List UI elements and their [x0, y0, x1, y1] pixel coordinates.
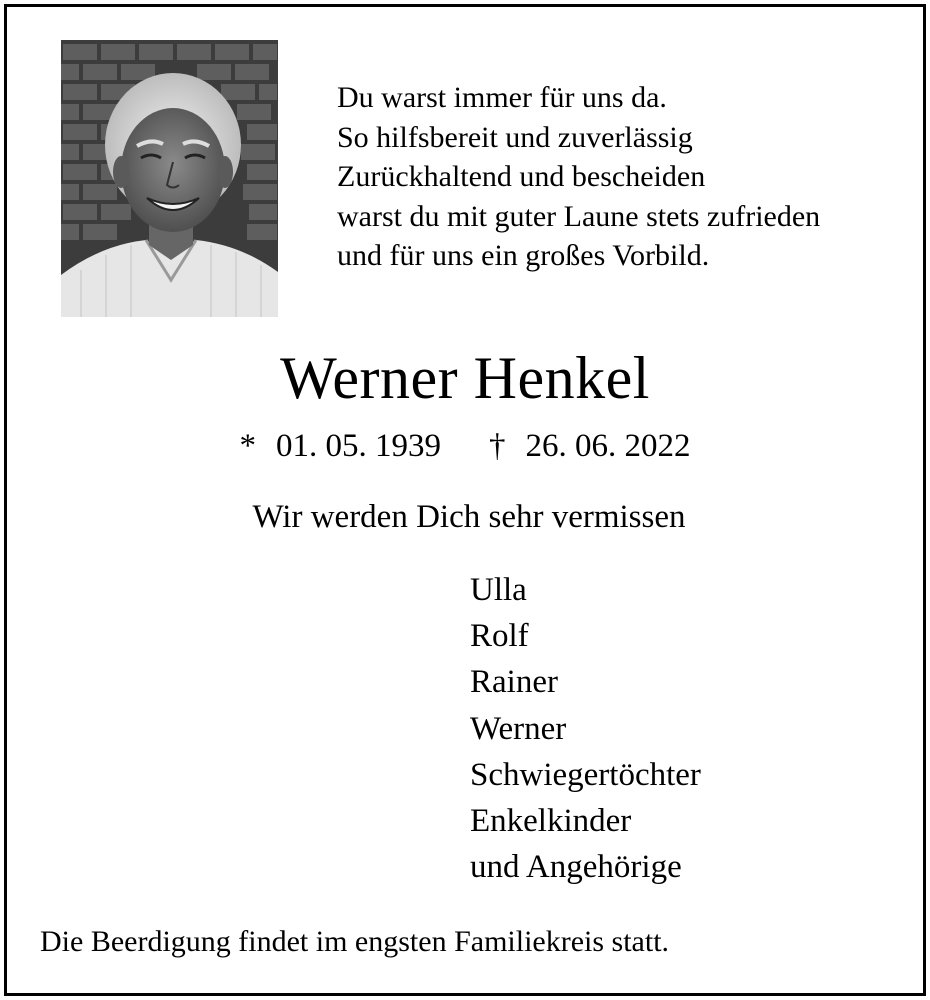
mourner-name: und Angehörige	[470, 849, 682, 886]
mourner-name: Ulla	[470, 572, 527, 608]
mourners-list	[470, 567, 701, 890]
farewell-line: Wir werden Dich sehr vermissen	[252, 499, 686, 535]
death-date: 26. 06. 2022	[525, 428, 691, 464]
mourner-name: Schwiegertöchter	[470, 756, 701, 793]
mourner-name: Werner	[470, 710, 567, 747]
poem-line: Zurückhaltend und bescheiden	[337, 160, 706, 193]
deceased-name: Werner Henkel	[280, 345, 650, 411]
funeral-note: Die Beerdigung findet im engsten Familiekreis statt.	[40, 925, 670, 958]
memorial-poem	[337, 78, 820, 276]
poem-line: und für uns ein großes Vorbild.	[337, 239, 710, 272]
birth-date: 01. 05. 1939	[276, 428, 441, 464]
mourner-name: Rainer	[470, 664, 558, 701]
poem-line: Du warst immer für uns da.	[337, 81, 667, 114]
portrait-photo	[61, 40, 278, 317]
life-dates	[0, 424, 930, 468]
poem-line: So hilfsbereit und zuverlässig	[337, 120, 693, 154]
birth-symbol: *	[239, 428, 256, 464]
mourner-name: Rolf	[470, 618, 529, 655]
death-symbol: †	[489, 428, 506, 464]
mourner-name: Enkelkinder	[470, 802, 632, 839]
poem-line: warst du mit guter Laune stets zufrieden	[337, 199, 821, 233]
